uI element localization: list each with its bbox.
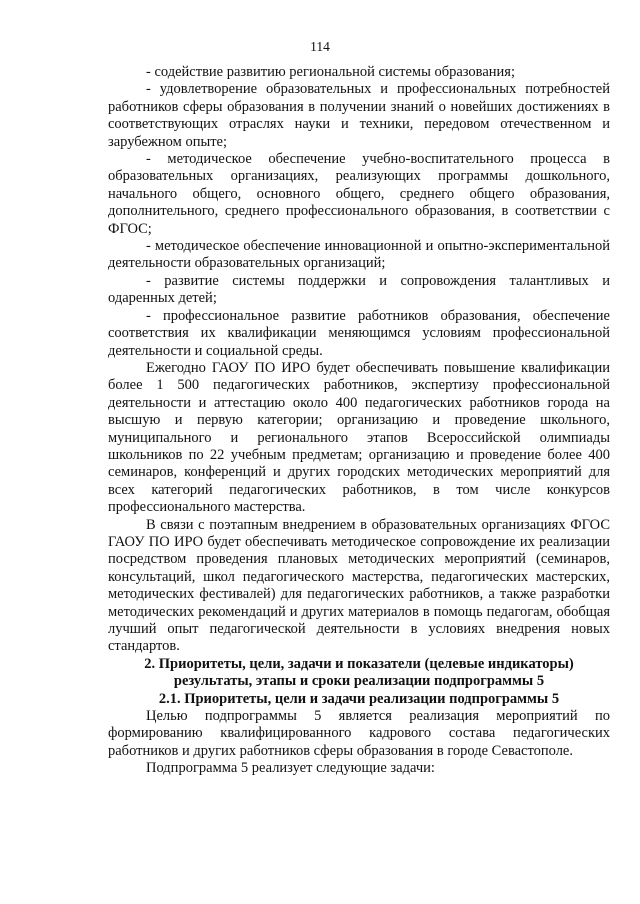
paragraph: - методическое обеспечение инновационной и опытно-экспериментальной деятельности образовательных организаций;	[108, 238, 610, 272]
paragraph: Ежегодно ГАОУ ПО ИРО будет обеспечивать повышение квалификации более 1 500 педагогических работников, экспертизу профессиональной деятельности и аттестацию около 400 педагогических работников города на высшую и первую категории; организацию и проведение школьного, муниципального и регионального этапов Всероссийской олимпиады школьников по 22 учебным предметам; организацию и проведение более 400 семинаров, конференций и других городских методических мероприятий для всех категорий педагогических работников, в том числе конкурсов профессионального мастерства.	[108, 359, 610, 516]
paragraph: - содействие развитию региональной системы образования;	[146, 64, 515, 80]
document-body	[108, 64, 610, 778]
paragraph: Подпрограмма 5 реализует следующие задачи:	[146, 760, 435, 777]
paragraph: - методическое обеспечение учебно-воспитательного процесса в образовательных организациях, реализующих программы дошкольного, начального общего, основного общего, среднего общего образования, дополнительного, среднего профессионального образования, в соответствии с ФГОС;	[108, 151, 610, 237]
subsection-heading: 2.1. Приоритеты, цели и задачи реализации подпрограммы 5	[158, 690, 560, 707]
paragraph: - удовлетворение образовательных и профессиональных потребностей работников сферы образования в получении знаний о новейших достижениях в соответствующих отраслях науки и техники, передовом отечественном и зарубежном опыте;	[108, 81, 610, 150]
paragraph: Целью подпрограммы 5 является реализация мероприятий по формированию квалифицированного кадрового состава педагогических работников и других работников сферы образования в городе Севастополе.	[108, 708, 610, 759]
paragraph: В связи с поэтапным внедрением в образовательных организациях ФГОС ГАОУ ПО ИРО будет обеспечивать методическое сопровождение их реализации посредством проведения плановых методических мероприятий (семинаров, консультаций, школ педагогического мастерства, педагогических мастерских, методических фестивалей) для педагогических работников, а также разработки методических рекомендаций и других материалов в помощь педагогам, обобщая лучший опыт педагогической деятельности в условиях внедрения новых стандартов.	[108, 516, 610, 655]
paragraph: - профессиональное развитие работников образования, обеспечение соответствия их квалификации меняющимся условиям профессиональной деятельности и социальной среды.	[108, 307, 610, 359]
paragraph: - развитие системы поддержки и сопровождения талантливых и одаренных детей;	[108, 272, 610, 307]
page-number: 114	[310, 39, 330, 54]
section-heading: 2. Приоритеты, цели, задачи и показатели (целевые индикаторы) результаты, этапы и сроки реализации подпрограммы 5	[144, 655, 574, 690]
